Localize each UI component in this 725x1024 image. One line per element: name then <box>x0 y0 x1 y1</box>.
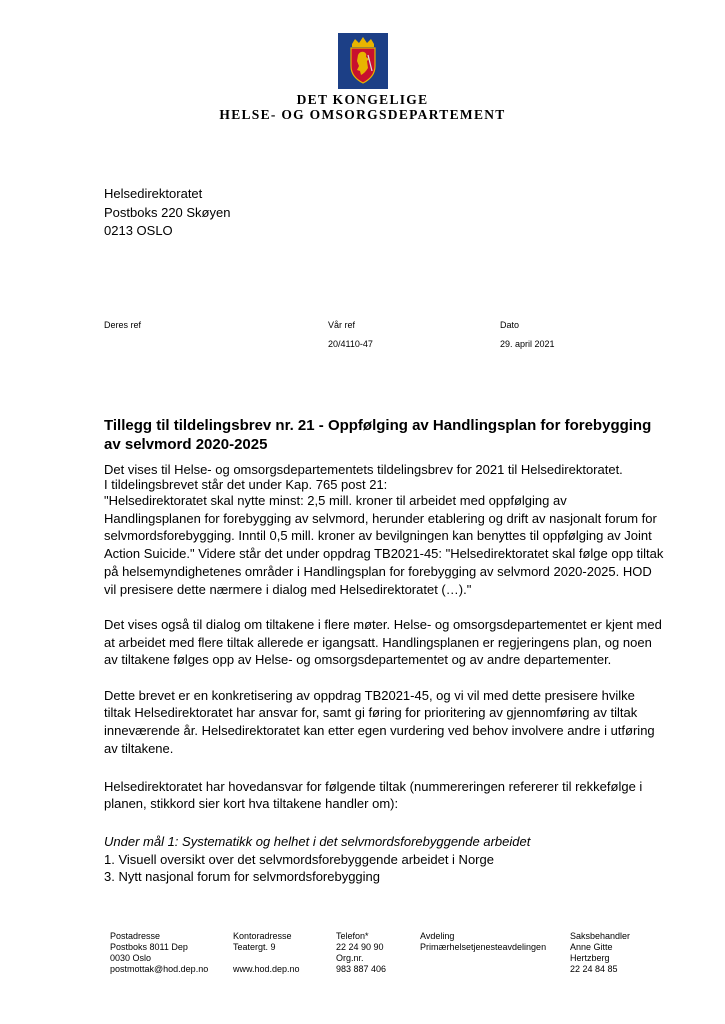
recipient-street: Postboks 220 Skøyen <box>104 204 231 220</box>
footer-postadresse-label: Postadresse <box>110 931 161 941</box>
footer-postadresse-line: 0030 Oslo <box>110 953 152 963</box>
department-name-line1: DET KONGELIGE <box>296 92 429 107</box>
letter-title: Tillegg til tildelingsbrev nr. 21 - Oppfølging av Handlingsplan for forebygging av selvmord 2020-2025 <box>104 417 652 453</box>
footer-saksbehandler <box>570 931 630 975</box>
footer-avdeling <box>420 931 546 953</box>
footer-saksbehandler-name: Anne Gitte <box>570 942 613 952</box>
deres-ref <box>104 319 141 331</box>
footer-postadresse <box>110 931 208 975</box>
recipient-city: 0213 OSLO <box>104 223 173 238</box>
footer-telefon <box>336 931 386 975</box>
date-value: 29. april 2021 <box>500 339 555 349</box>
var-ref <box>328 319 373 350</box>
footer-website: www.hod.dep.no <box>233 964 300 974</box>
footer-email: postmottak@hod.dep.no <box>110 964 209 974</box>
footer-kontoradresse <box>233 931 300 975</box>
footer-saksbehandler-name: Hertzberg <box>570 953 610 963</box>
goal-1-item: 1. Visuell oversikt over det selvmordsforebyggende arbeidet i Norge <box>104 851 494 867</box>
letterhead <box>0 33 725 122</box>
paragraph-1-quote: "Helsedirektoratet skal nytte minst: 2,5 mill. kroner til arbeidet med oppfølging av Handlingsplanen for forebygging av selvmord, herunder etablering og drift av nasjonalt forum for selvmordsforebygging. Inntil 0,5 mill. kroner av bevilgningen kan benyttes til oppfølging av Joint Action Suicide." Videre står det under oppdrag TB2021-45: "Helsedirektoratet skal følge opp tiltak på helsemyndighetenes områder i Handlingsplan for forebygging av selvmord 2020-2025. HOD vil presisere dette nærmere i dialog med Helsedirektoratet (…)." <box>104 493 664 597</box>
coat-of-arms-icon <box>338 33 388 89</box>
recipient-name: Helsedirektoratet <box>104 186 203 201</box>
footer-kontoradresse-line: Teatergt. 9 <box>233 942 276 952</box>
paragraph-1-line-2: I tildelingsbrevet står det under Kap. 765 post 21: <box>104 477 388 492</box>
date <box>500 319 555 350</box>
var-ref-label: Vår ref <box>328 320 356 330</box>
department-name-line2: HELSE- OG OMSORGSDEPARTEMENT <box>219 107 506 122</box>
paragraph-3: Dette brevet er en konkretisering av oppdrag TB2021-45, og vi vil med dette presisere hvilke tiltak Helsedirektoratet har ansvar for, samt gi føring for prioritering av gjennomføring av tiltak inneværende år. Helsedirektoratet kan etter egen vurdering ved behov involvere andre i utføring av tiltakene. <box>104 687 655 756</box>
var-ref-value: 20/4110-47 <box>328 339 373 349</box>
footer-orgnr-label: Org.nr. <box>336 953 364 963</box>
date-label: Dato <box>500 320 520 330</box>
paragraph-2: Det vises også til dialog om tiltakene i flere møter. Helse- og omsorgsdepartementet er kjent med at arbeidet med flere tiltak allerede er igangsatt. Handlingsplanen er regjeringens plan, og noen av tiltakene følges opp av Helse- og omsorgsdepartementet og av andre departementer. <box>104 616 662 668</box>
footer-orgnr-value: 983 887 406 <box>336 964 387 974</box>
footer-saksbehandler-phone: 22 24 84 85 <box>570 964 618 974</box>
footer-telefon-label: Telefon* <box>336 931 369 941</box>
paragraph-4: Helsedirektoratet har hovedansvar for følgende tiltak (nummereringen refererer til rekkefølge i planen, stikkord sier kort hva tiltakene handler om): <box>104 778 643 812</box>
footer-avdeling-value: Primærhelsetjenesteavdelingen <box>420 942 547 952</box>
footer-telefon-number: 22 24 90 90 <box>336 942 384 952</box>
footer-postadresse-line: Postboks 8011 Dep <box>110 942 188 952</box>
footer-saksbehandler-label: Saksbehandler <box>570 931 631 941</box>
footer-kontoradresse-line <box>233 953 300 964</box>
footer-avdeling-label: Avdeling <box>420 931 455 941</box>
letter-body <box>104 462 664 886</box>
recipient-address <box>104 185 230 241</box>
footer-kontoradresse-label: Kontoradresse <box>233 931 292 941</box>
goal-1-item: 3. Nytt nasjonal forum for selvmordsforebygging <box>104 869 381 885</box>
paragraph-1-line-1: Det vises til Helse- og omsorgsdepartementets tildelingsbrev for 2021 til Helsedirektoratet. <box>104 462 623 477</box>
goal-1-heading: Under mål 1: Systematikk og helhet i det selvmordsforebyggende arbeidet <box>104 833 531 849</box>
deres-ref-label: Deres ref <box>104 320 142 330</box>
